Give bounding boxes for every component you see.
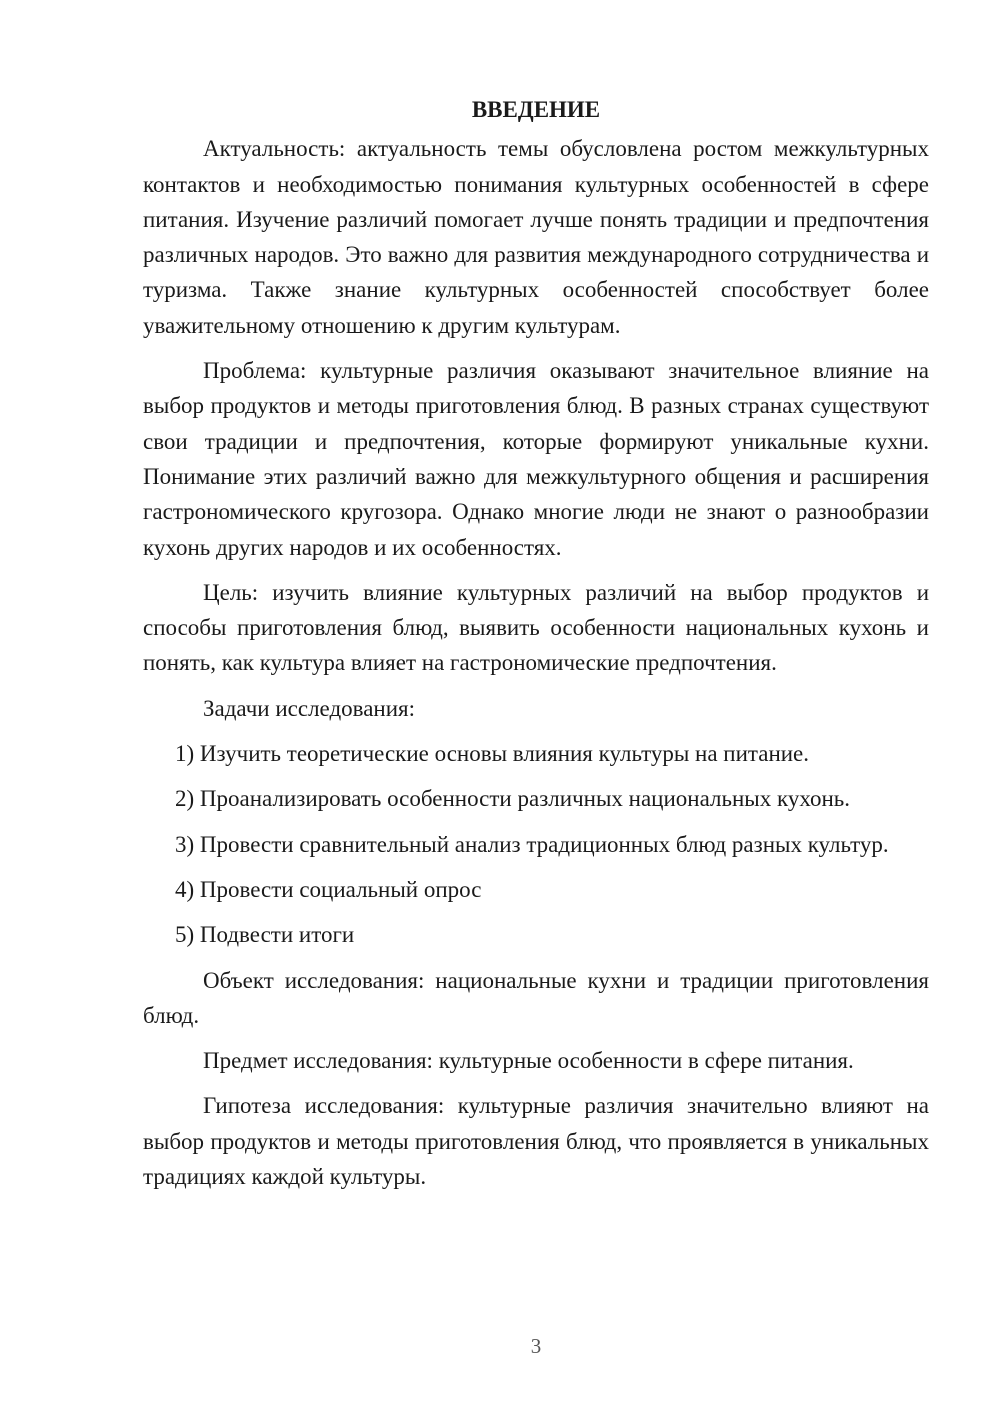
section-title: ВВЕДЕНИЕ	[471, 97, 601, 122]
paragraph-goal: Цель: изучить влияние культурных различий на выбор продуктов и способы приготовления блюд, выявить особенности национальных кухонь и понять, как культура влияет на гастрономические предпочтения.	[143, 579, 929, 676]
task-item-1: 1) Изучить теоретические основы влияния культуры на питание.	[175, 741, 810, 767]
paragraph-subject: Предмет исследования: культурные особенности в сфере питания.	[203, 1048, 854, 1074]
paragraph-relevance: Актуальность: актуальность темы обусловлена ростом межкультурных контактов и необходимостью понимания культурных особенностей в сфере питания. Изучение различий помогает лучше понять традиции и предпочтения различных народов. Это важно для развития международного сотрудничества и туризма. Также знание культурных особенностей способствует более уважительному отношению к другим культурам.	[143, 136, 929, 338]
task-item-3: 3) Провести сравнительный анализ традиционных блюд разных культур.	[175, 831, 889, 857]
page-number: 3	[530, 1334, 542, 1358]
task-item-5: 5) Подвести итоги	[175, 922, 355, 948]
paragraph-problem: Проблема: культурные различия оказывают значительное влияние на выбор продуктов и методы приготовления блюд. В разных странах существуют свои традиции и предпочтения, которые формируют уникальные кухни. Понимание этих различий важно для межкультурного общения и расширения гастрономического кругозора. Однако многие люди не знают о разнообразии кухонь других народов и их особенностях.	[143, 358, 929, 560]
paragraph-object: Объект исследования: национальные кухни и традиции приготовления блюд.	[143, 967, 929, 1028]
paragraph-hypothesis: Гипотеза исследования: культурные различия значительно влияют на выбор продуктов и методы приготовления блюд, что проявляется в уникальных традициях каждой культуры.	[143, 1093, 929, 1190]
task-item-4: 4) Провести социальный опрос	[175, 876, 482, 902]
document-body	[143, 92, 929, 1194]
task-item-2: 2) Проанализировать особенности различных национальных кухонь.	[175, 786, 850, 812]
tasks-heading: Задачи исследования:	[203, 695, 416, 721]
